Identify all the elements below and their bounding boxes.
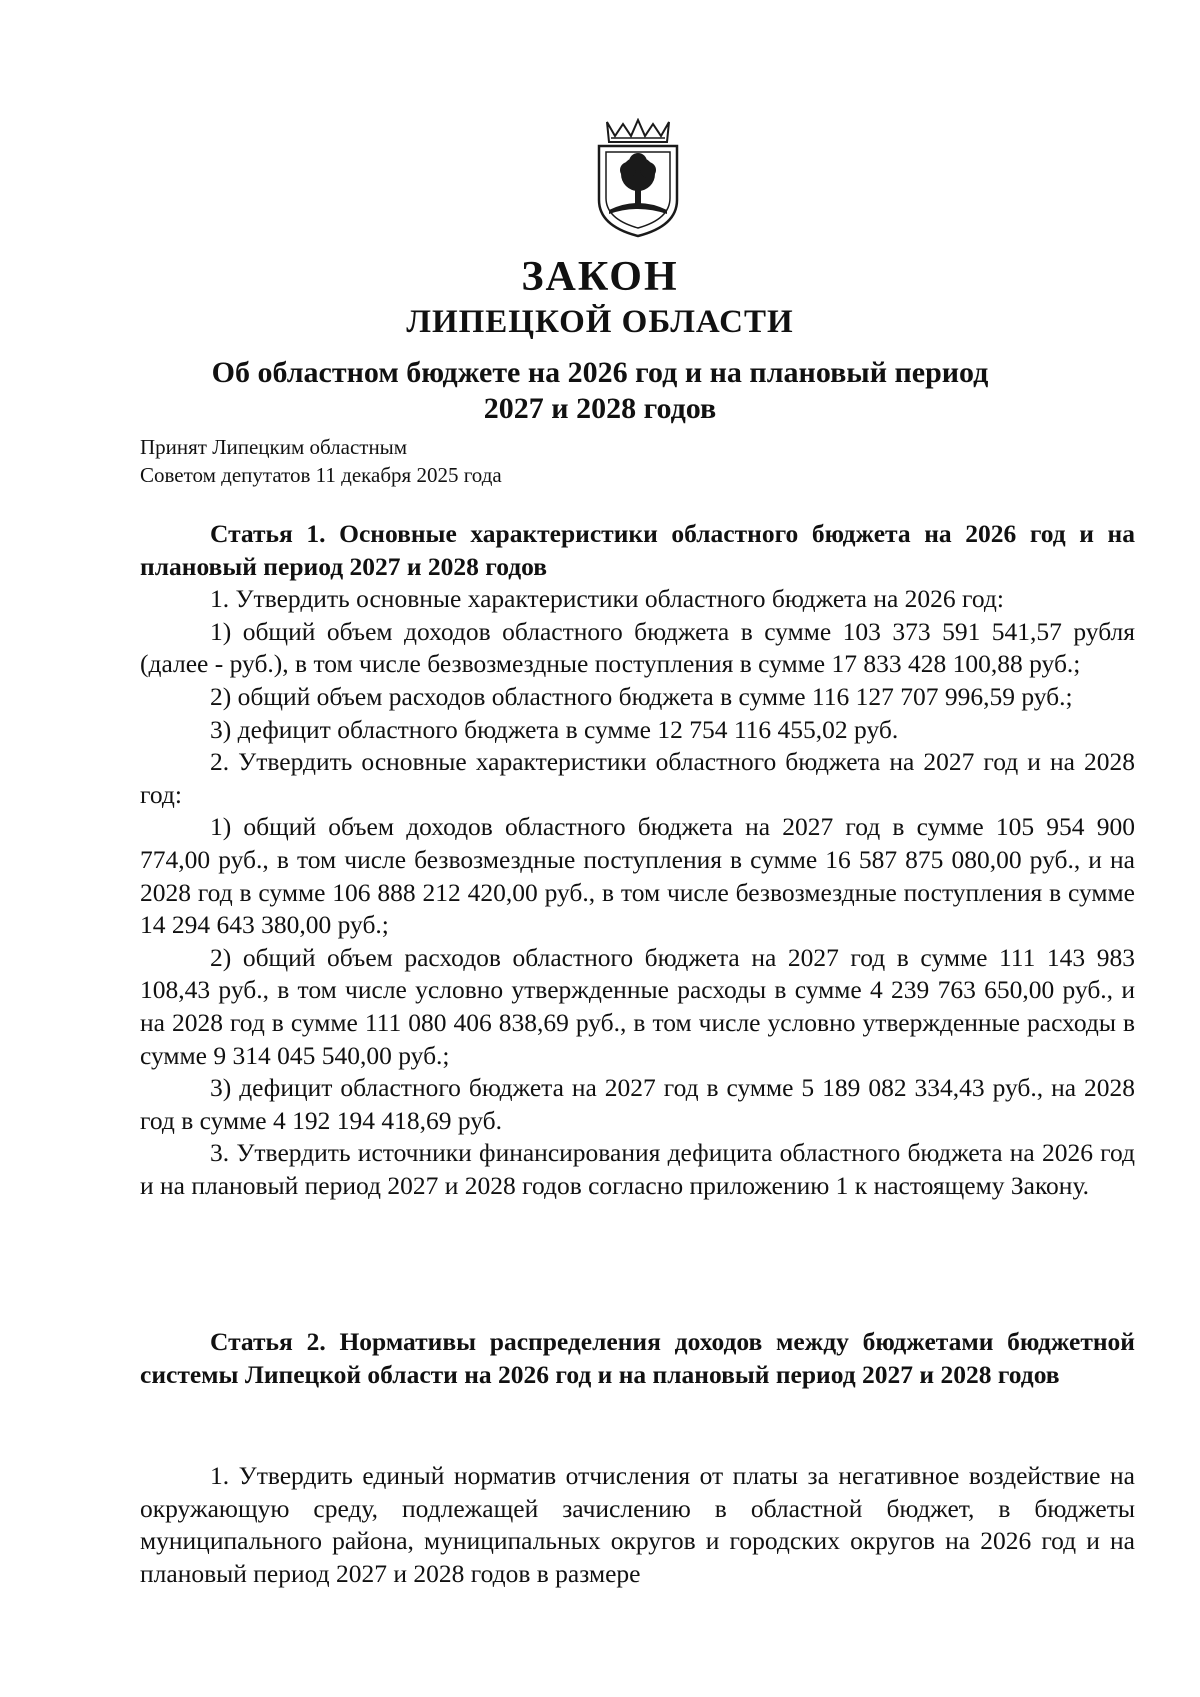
law-subject [160, 355, 1040, 427]
adoption-note [140, 433, 502, 489]
article-1-paragraph: 1) общий объем доходов областного бюджета в сумме 103 373 591 541,57 рубля (далее - руб.), в том числе безвозмездные поступления в сумме 17 833 428 100,88 руб.; [140, 616, 1135, 679]
article-1-paragraph: 1) общий объем доходов областного бюджета на 2027 год в сумме 105 954 900 774,00 руб., в том числе безвозмездные поступления в сумме 16 587 875 080,00 руб., и на 2028 год в сумме 106 888 212 420,00 руб., в том числе безвозмездные поступления в сумме 14 294 643 380,00 руб.; [140, 812, 1135, 940]
article-1-paragraph: 3. Утвердить источники финансирования дефицита областного бюджета на 2026 год и на плановый период 2027 и 2028 годов согласно приложению 1 к настоящему Закону. [140, 1138, 1135, 1200]
article-1-paragraph: 2) общий объем расходов областного бюджета на 2027 год в сумме 111 143 983 108,43 руб., в том числе условно утвержденные расходы в сумме 4 239 763 650,00 руб., и на 2028 год в сумме 111 080 406 838,69 руб., в том числе условно утвержденные расходы в сумме 9 314 045 540,00 руб.; [140, 942, 1135, 1070]
article-2-paragraph: 1. Утвердить единый норматив отчисления от платы за негативное воздействие на окружающую среду, подлежащей зачислению в областной бюджет, в бюджеты муниципального района, муниципальных округов и городских округов на 2026 год и на плановый период 2027 и 2028 годов в размере [140, 1461, 1135, 1588]
article-2-body [140, 1460, 1135, 1590]
lipetsk-coat-of-arms-icon [593, 118, 683, 238]
article-1-paragraph: 3) дефицит областного бюджета на 2027 год в сумме 5 189 082 334,43 руб., на 2028 год в сумме 4 192 194 418,69 руб. [140, 1073, 1135, 1135]
article-1-paragraph: 2. Утвердить основные характеристики областного бюджета на 2027 год и на 2028 год: [140, 747, 1135, 809]
region-title: ЛИПЕЦКОЙ ОБЛАСТИ [406, 304, 794, 340]
adoption-note-line-2: Советом депутатов 11 декабря 2025 года [140, 463, 502, 487]
article-1-paragraph: 2) общий объем расходов областного бюджета в сумме 116 127 707 996,59 руб.; [210, 681, 1073, 711]
article-1-heading: Статья 1. Основные характеристики областного бюджета на 2026 год и на плановый период 2027 и 2028 годов [140, 519, 1135, 581]
law-subject-line-1: Об областном бюджете на 2026 год и на плановый период [211, 356, 989, 389]
article-2-heading: Статья 2. Нормативы распределения доходов между бюджетами бюджетной системы Липецкой области на 2026 год и на плановый период 2027 и 2028 годов [140, 1327, 1135, 1389]
document-title: ЗАКОН [521, 254, 679, 300]
law-subject-line-2: 2027 и 2028 годов [483, 392, 717, 425]
article-1 [140, 518, 1135, 1202]
article-1-paragraph: 1. Утвердить основные характеристики областного бюджета на 2026 год: [210, 584, 1004, 614]
adoption-note-line-1: Принят Липецким областным [140, 435, 408, 459]
article-1-paragraph: 3) дефицит областного бюджета в сумме 12 754 116 455,02 руб. [210, 714, 899, 744]
article-2-heading-block [140, 1326, 1135, 1391]
